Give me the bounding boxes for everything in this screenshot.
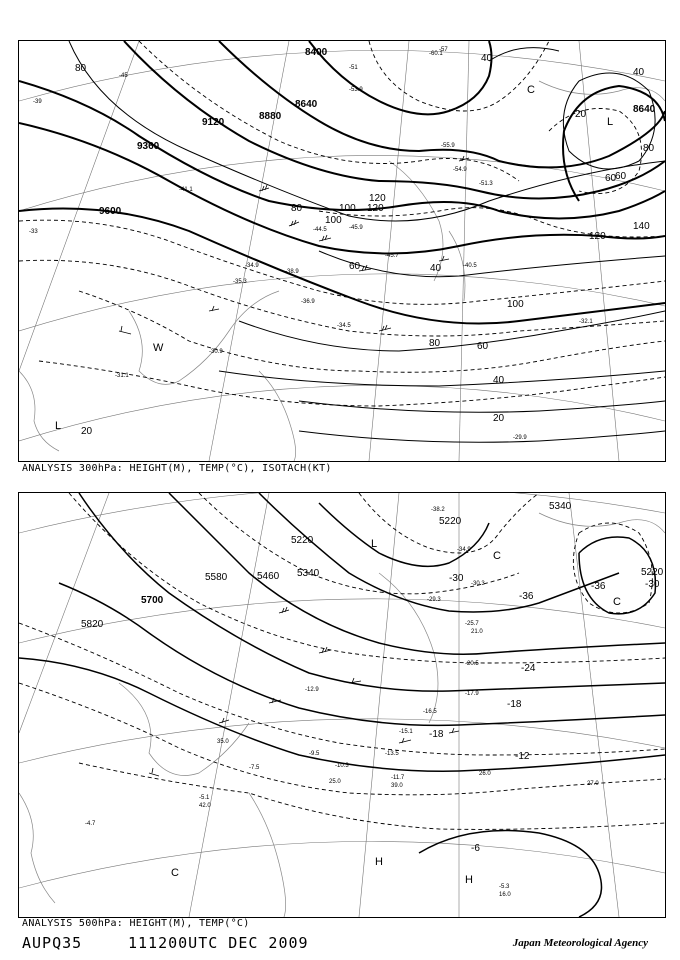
temp-sample: -32.1 <box>579 319 593 325</box>
temp-contour-label: -36 <box>519 591 534 602</box>
temp-sample: -34.5 <box>337 323 351 329</box>
isotach-label: 40 <box>481 53 493 64</box>
temp-sample: -36.9 <box>301 299 315 305</box>
height-label: 5700 <box>141 595 164 606</box>
isotach-label: 20 <box>575 109 587 120</box>
cold-marker: C <box>613 596 621 608</box>
temp-sample: -5.1 <box>199 795 210 801</box>
temp-sample: 35.0 <box>217 739 229 745</box>
temp-sample: 27.0 <box>587 781 599 787</box>
temp-sample: -34.9 <box>457 547 471 553</box>
isotach-label: 80 <box>291 203 303 214</box>
isotach-label: 100 <box>325 215 342 226</box>
isotach-label: 40 <box>633 67 645 78</box>
temp-contour-label: -18 <box>429 729 444 740</box>
temp-contour-label: -12 <box>515 751 530 762</box>
cold-marker: C <box>527 84 535 96</box>
height-label: 9360 <box>137 141 160 152</box>
height-label: 8880 <box>259 111 282 122</box>
temp-sample: 26.0 <box>479 771 491 777</box>
temp-sample: -53.9 <box>349 87 363 93</box>
temp-contour-label: -36 <box>591 581 606 592</box>
warm-marker: W <box>153 342 164 354</box>
cold-marker: C <box>171 867 179 879</box>
temp-sample: -10.3 <box>335 763 349 769</box>
coastlines <box>19 513 665 917</box>
temp-sample: -51 <box>349 65 358 71</box>
valid-time: 111200UTC DEC 2009 <box>128 934 309 952</box>
height-label: 5340 <box>549 501 572 512</box>
temp-sample: -25.7 <box>465 621 479 627</box>
chart-300hpa-caption: ANALYSIS 300hPa: HEIGHT(M), TEMP(°C), ISOTACH(KT) <box>22 463 332 474</box>
temp-sample: -20.5 <box>465 661 479 667</box>
temp-sample: -41.1 <box>179 187 193 193</box>
isotach-label: 120 <box>367 203 384 214</box>
temperature-samples <box>85 507 599 898</box>
temp-sample: -29.3 <box>427 597 441 603</box>
temp-sample: -45.7 <box>385 253 399 259</box>
isotach-label: 60 <box>605 173 617 184</box>
isotach-label: 120 <box>589 231 606 242</box>
height-label: 5820 <box>81 619 104 630</box>
temp-sample: -31.1 <box>115 373 129 379</box>
temp-sample: -45 <box>119 73 128 79</box>
chart-500hpa-caption: ANALYSIS 500hPa: HEIGHT(M), TEMP(°C) <box>22 918 250 929</box>
temp-sample: -16.5 <box>423 709 437 715</box>
low-pressure-marker: L <box>607 116 614 128</box>
height-label: 9120 <box>202 117 225 128</box>
temp-sample: -9.5 <box>309 751 320 757</box>
temp-sample: -51.3 <box>479 181 493 187</box>
coastlines <box>19 81 665 461</box>
height-label: 9600 <box>99 206 122 217</box>
isotach-label: 80 <box>75 63 87 74</box>
temp-sample: -33 <box>29 229 38 235</box>
chart-300hpa-canvas <box>19 41 665 461</box>
chart-300hpa <box>18 40 666 462</box>
temp-sample: -30.3 <box>471 581 485 587</box>
temp-sample: -7.5 <box>249 765 260 771</box>
temp-sample: -4.7 <box>85 821 96 827</box>
isotach-label: 20 <box>493 413 505 424</box>
height-label: 5340 <box>297 568 320 579</box>
isotach-label: 120 <box>369 193 386 204</box>
temp-sample: -55.9 <box>441 143 455 149</box>
high-pressure-marker: H <box>465 874 473 886</box>
temp-sample: 25.0 <box>329 779 341 785</box>
product-code: AUPQ35 <box>22 934 83 952</box>
height-contours <box>19 41 665 324</box>
temp-sample: -38.2 <box>431 507 445 513</box>
temp-contour-label: -24 <box>521 663 536 674</box>
temp-sample: 21.0 <box>471 629 483 635</box>
height-contours <box>19 493 665 917</box>
temp-sample: 39.0 <box>391 783 403 789</box>
agency-name: Japan Meteorological Agency <box>512 937 648 949</box>
graticule <box>19 493 665 917</box>
isotach-label: 40 <box>493 375 505 386</box>
isotachs <box>69 41 665 442</box>
isotach-label: 20 <box>81 426 93 437</box>
height-label: 8640 <box>295 99 318 110</box>
temp-sample: -13.5 <box>385 751 399 757</box>
height-label: 5580 <box>205 572 228 583</box>
height-label: 5460 <box>257 571 280 582</box>
temp-sample: -34.9 <box>245 263 259 269</box>
temp-sample: -30.9 <box>209 349 223 355</box>
temp-sample: -17.9 <box>465 691 479 697</box>
height-label: 5220 <box>641 567 664 578</box>
temp-sample: -45.9 <box>349 225 363 231</box>
low-pressure-marker: L <box>371 538 378 550</box>
isotach-label: 140 <box>633 221 650 232</box>
temp-sample: -5.3 <box>499 884 510 890</box>
isotach-label: 60 <box>615 171 627 182</box>
temp-sample: -60.1 <box>429 51 443 57</box>
temp-sample: -38.9 <box>285 269 299 275</box>
temp-sample: -54.9 <box>453 167 467 173</box>
temp-contour-label: -18 <box>507 699 522 710</box>
height-label: 8640 <box>633 104 656 115</box>
temp-sample: -29.9 <box>513 435 527 441</box>
temp-sample: -11.7 <box>391 775 405 781</box>
high-pressure-marker: H <box>375 856 383 868</box>
isotach-label: 60 <box>349 261 361 272</box>
height-label: 5220 <box>291 535 314 546</box>
temp-sample: -44.5 <box>313 227 327 233</box>
temp-contour-label: -30 <box>449 573 464 584</box>
isotherms <box>19 493 665 829</box>
temp-sample: -12.9 <box>305 687 319 693</box>
chart-500hpa <box>18 492 666 918</box>
isotach-label: 60 <box>477 341 489 352</box>
isotach-label: 100 <box>507 299 524 310</box>
temp-sample: 42.0 <box>199 803 211 809</box>
isotach-label: 40 <box>430 263 442 274</box>
temp-sample: -57 <box>439 47 448 53</box>
cold-marker: C <box>493 550 501 562</box>
temp-sample: -35.3 <box>233 279 247 285</box>
height-label: 5220 <box>439 516 462 527</box>
temp-sample: -15.1 <box>399 729 413 735</box>
temp-sample: -39 <box>33 99 42 105</box>
temp-sample: -40.5 <box>463 263 477 269</box>
isotach-label: 80 <box>643 143 655 154</box>
height-label: 8400 <box>305 47 328 58</box>
temp-contour-label: -30 <box>645 579 660 590</box>
temp-contour-label: -6 <box>471 843 480 854</box>
chart-500hpa-canvas <box>19 493 665 917</box>
low-pressure-marker: L <box>55 420 62 432</box>
wind-barbs <box>149 607 459 776</box>
temp-sample: 16.0 <box>499 892 511 898</box>
isotach-label: 80 <box>429 338 441 349</box>
footer <box>0 934 680 956</box>
isotherms <box>19 41 665 406</box>
isotach-label: 100 <box>339 203 356 214</box>
